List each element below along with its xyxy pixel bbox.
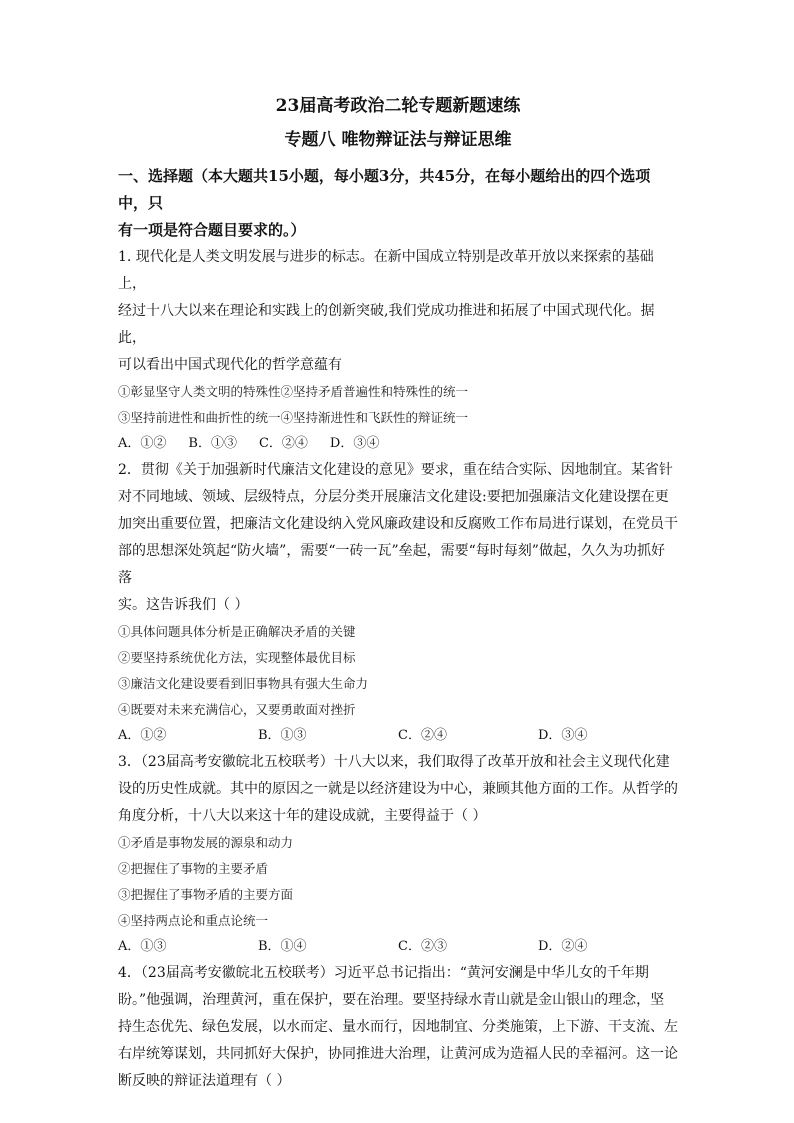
question-stem-line: 加突出重要位置，把廉洁文化建设纳入党风廉政建设和反腐败工作布局进行谋划，在党员干 bbox=[118, 516, 678, 532]
choice-a: A．①② bbox=[118, 728, 167, 743]
question-stem-line: 2．贯彻《关于加强新时代廉洁文化建设的意见》要求，重在结合实际、因地制宜。某省针 bbox=[118, 462, 673, 478]
choice-a: A．①② bbox=[118, 436, 167, 451]
choice-b: B．①④ bbox=[258, 939, 307, 954]
question-stem-line: 经过十八大以来在理论和实践上的创新突破,我们党成功推进和拓展了中国式现代化。据此， bbox=[118, 303, 655, 346]
question-option: ①具体问题具体分析是正确解决矛盾的关键 bbox=[118, 624, 356, 639]
choice-c: C．②④ bbox=[398, 728, 447, 743]
question-stem-line: 3．（23届高考安徽皖北五校联考）十八大以来，我们取得了改革开放和社会主义现代化建 bbox=[118, 754, 670, 770]
answer-choices bbox=[118, 431, 678, 457]
question-4 bbox=[118, 960, 678, 1095]
question-option: ③坚持前进性和曲折性的统一④坚持渐进性和飞跃性的辩证统一 bbox=[118, 410, 469, 425]
choice-b: B．①③ bbox=[258, 728, 307, 743]
document-content bbox=[118, 95, 678, 1095]
question-stem-line: 持生态优先、绿色发展，以水而定、量水而行，因地制宜、分类施策，上下游、干支流、左 bbox=[118, 1019, 678, 1035]
section-heading-line: 有一项是符合题目要求的。） bbox=[118, 221, 306, 239]
question-option: ③廉洁文化建设要看到旧事物具有强大生命力 bbox=[118, 676, 369, 691]
question-3 bbox=[118, 749, 678, 960]
answer-choices bbox=[118, 723, 678, 749]
question-option: ④坚持两点论和重点论统一 bbox=[118, 913, 269, 928]
question-option: ①彰显坚守人类文明的特殊性②坚持矛盾普遍性和特殊性的统一 bbox=[118, 384, 469, 399]
question-option: ①矛盾是事物发展的源泉和动力 bbox=[118, 835, 294, 850]
section-heading bbox=[118, 163, 678, 244]
question-stem-line: 可以看出中国式现代化的哲学意蕴有 bbox=[118, 357, 342, 373]
question-stem-line: 盼。”他强调，治理黄河，重在保护，要在治理。要坚持绿水青山就是金山银山的理念，坚 bbox=[118, 992, 665, 1008]
question-option: ②把握住了事物的主要矛盾 bbox=[118, 861, 269, 876]
choice-a: A．①③ bbox=[118, 939, 167, 954]
section-heading-line: 一、选择题（本大题共15小题，每小题3分，共45分，在每小题给出的四个选项中，只 bbox=[118, 167, 651, 212]
choice-d: D．③④ bbox=[329, 436, 380, 451]
choice-c: C．②③ bbox=[398, 939, 447, 954]
question-option: ④既要对未来充满信心，又要勇敢面对挫折 bbox=[118, 702, 356, 717]
question-stem-line: 右岸统筹谋划，共同抓好大保护，协同推进大治理，让黄河成为造福人民的幸福河。这一论 bbox=[118, 1046, 678, 1062]
question-stem-line: 4．（23届高考安徽皖北五校联考）习近平总书记指出：“黄河安澜是中华儿女的千年期 bbox=[118, 965, 649, 981]
document-title: 23届高考政治二轮专题新题速练 bbox=[275, 96, 521, 116]
document-subtitle: 专题八 唯物辩证法与辩证思维 bbox=[284, 130, 512, 150]
question-stem-line: 实。这告诉我们（ ） bbox=[118, 597, 249, 613]
choice-c: C．②④ bbox=[258, 436, 308, 451]
question-1 bbox=[118, 244, 678, 457]
question-option: ③把握住了事物矛盾的主要方面 bbox=[118, 887, 294, 902]
question-stem-line: 1. 现代化是人类文明发展与进步的标志。在新中国成立特别是改革开放以来探索的基础上， bbox=[118, 249, 654, 292]
choice-b: B．①③ bbox=[188, 436, 237, 451]
question-stem-line: 部的思想深处筑起“防火墙”，需要“一砖一瓦”垒起，需要“每时每刻”做起，久久为功抓好落 bbox=[118, 543, 665, 586]
answer-choices bbox=[118, 934, 678, 960]
question-stem-line: 角度分析，十八大以来这十年的建设成就，主要得益于（ ） bbox=[118, 808, 487, 824]
question-2 bbox=[118, 457, 678, 749]
choice-d: D．③④ bbox=[538, 728, 588, 743]
question-stem-line: 断反映的辩证法道理有（ ） bbox=[118, 1073, 291, 1089]
question-option: ②要坚持系统优化方法，实现整体最优目标 bbox=[118, 650, 356, 665]
choice-d: D．②④ bbox=[538, 939, 588, 954]
question-stem-line: 设的历史性成就。其中的原因之一就是以经济建设为中心，兼顾其他方面的工作。从哲学的 bbox=[118, 781, 678, 797]
question-stem-line: 对不同地域、领域、层级特点，分层分类开展廉洁文化建设:要把加强廉洁文化建设摆在更 bbox=[118, 489, 669, 505]
